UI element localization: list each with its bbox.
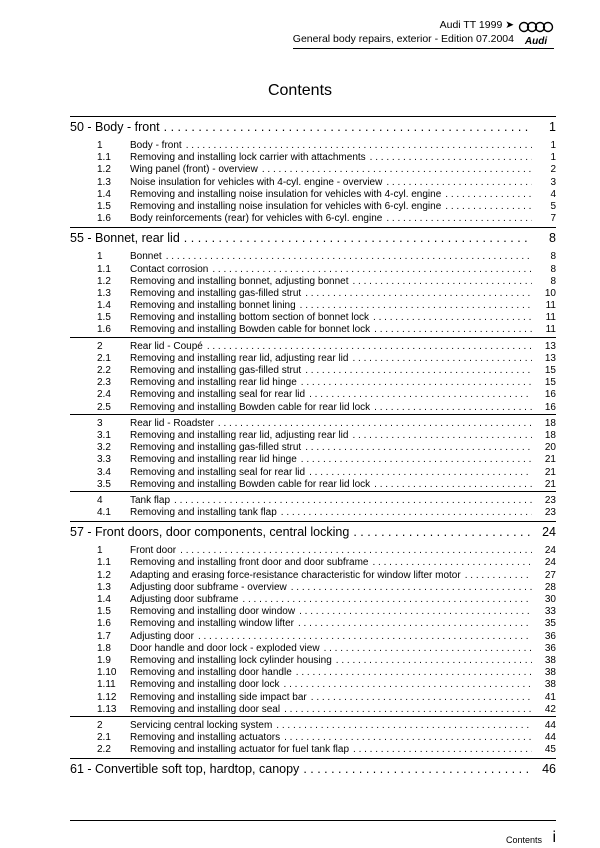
header-model: Audi TT 1999 ➤ (439, 19, 514, 31)
dot-leader (284, 679, 532, 690)
entry-title: Removing and installing rear lid hinge (130, 377, 297, 389)
chapter-page: 46 (542, 762, 556, 777)
entry-page: 24 (544, 557, 556, 569)
subsection-entry[interactable] (70, 164, 556, 176)
dot-leader (305, 288, 532, 299)
entry-page: 18 (544, 417, 556, 429)
entry-number: 1.3 (97, 287, 111, 299)
entry-page: 35 (544, 618, 556, 630)
entry-number: 1.12 (97, 691, 117, 703)
section-entry[interactable] (70, 545, 556, 557)
entry-title: Removing and installing Bowden cable for rear lid lock (130, 478, 371, 490)
dot-leader (301, 377, 532, 388)
subsection-entry[interactable] (70, 744, 556, 756)
subsection-entry[interactable] (70, 557, 556, 569)
entry-number: 2 (97, 340, 103, 352)
entry-page: 42 (544, 703, 556, 715)
dot-leader (291, 582, 532, 593)
dot-leader (465, 570, 532, 581)
entry-page: 15 (544, 365, 556, 376)
entry-page: 44 (544, 732, 556, 744)
entry-title: Adapting and erasing force-resistance characteristic for window lifter motor (130, 569, 461, 581)
entry-page: 20 (544, 442, 556, 454)
entry-page: 44 (544, 719, 556, 731)
dot-leader (374, 479, 532, 490)
dot-leader (370, 152, 532, 163)
entry-page: 3 (550, 176, 556, 188)
dot-leader (372, 557, 532, 568)
dot-leader (276, 720, 532, 731)
entry-title: Rear lid - Roadster (130, 417, 214, 429)
section-entry[interactable] (70, 337, 556, 353)
dot-leader (386, 213, 532, 224)
entry-page: 24 (544, 545, 556, 557)
entry-number: 2.2 (97, 365, 111, 376)
dot-leader (184, 231, 532, 245)
entry-title: Removing and installing Bowden cable for bonnet lock (130, 324, 371, 336)
entry-number: 1.7 (97, 630, 111, 642)
dot-leader (166, 251, 532, 262)
entry-page: 16 (544, 401, 556, 413)
entry-page: 8 (550, 263, 556, 275)
entry-title: Removing and installing gas-filled strut (130, 287, 302, 299)
dot-leader (445, 201, 532, 212)
dot-leader (386, 177, 532, 188)
entry-page: 8 (550, 251, 556, 263)
entry-page: 38 (544, 679, 556, 691)
entry-title: Removing and installing window lifter (130, 618, 294, 630)
chapter-heading[interactable] (70, 758, 556, 782)
entry-title: Removing and installing seal for rear lid (130, 389, 306, 401)
entry-title: Contact corrosion (130, 263, 209, 275)
entry-page: 21 (544, 454, 556, 466)
entry-title: Removing and installing bottom section of bonnet lock (130, 312, 370, 324)
dot-leader (374, 402, 532, 413)
chapter-page: 24 (542, 525, 556, 540)
subsection-entry[interactable] (70, 570, 556, 582)
subsection-entry[interactable] (70, 679, 556, 691)
chapter-heading[interactable] (70, 227, 556, 251)
dot-leader (164, 120, 532, 134)
entry-title: Removing and installing side impact bar (130, 691, 307, 703)
entry-title: Removing and installing front door and door subframe (130, 557, 369, 569)
subsection-entry[interactable] (70, 288, 556, 300)
entry-number: 1.2 (97, 569, 111, 581)
dot-leader (299, 606, 532, 617)
entry-number: 3 (97, 417, 103, 429)
entry-number: 2.5 (97, 401, 111, 413)
entry-page: 11 (545, 324, 556, 336)
subsection-entry[interactable] (70, 177, 556, 189)
entry-title: Removing and installing bonnet lining (130, 300, 296, 312)
subsection-entry[interactable] (70, 655, 556, 667)
subsection-entry[interactable] (70, 467, 556, 479)
entry-number: 3.2 (97, 442, 111, 454)
section-entry[interactable] (70, 140, 556, 152)
entry-number: 1.3 (97, 176, 111, 188)
entry-title: Bonnet (130, 251, 162, 263)
entry-number: 3.1 (97, 429, 111, 441)
entry-number: 3.4 (97, 466, 111, 478)
entry-title: Removing and installing door window (130, 606, 296, 618)
entry-title: Removing and installing lock carrier with attachments (130, 152, 366, 164)
entry-number: 1.8 (97, 642, 111, 654)
entry-page: 23 (544, 507, 556, 519)
dot-leader (284, 704, 532, 715)
entry-title: Removing and installing noise insulation for vehicles with 4-cyl. engine (130, 188, 442, 200)
entry-number: 2 (97, 719, 103, 731)
entry-title: Body - front (130, 140, 182, 151)
entry-title: Removing and installing actuator for fuel tank flap (130, 744, 350, 756)
dot-leader (309, 467, 532, 478)
subsection-entry[interactable] (70, 389, 556, 401)
subsection-entry[interactable] (70, 276, 556, 288)
entry-title: Wing panel (front) - overview (130, 164, 258, 176)
dot-leader (353, 525, 532, 539)
dot-leader (242, 594, 532, 605)
entry-page: 10 (544, 287, 556, 299)
dot-leader (353, 744, 532, 755)
audi-wordmark: Audi (524, 36, 548, 46)
subsection-entry[interactable] (70, 377, 556, 389)
entry-title: Body reinforcements (rear) for vehicles with 6-cyl. engine (130, 213, 383, 225)
entry-number: 1.4 (97, 300, 111, 312)
entry-page: 2 (550, 164, 556, 176)
entry-page: 27 (544, 569, 556, 581)
entry-page: 16 (544, 389, 556, 401)
dot-leader (300, 300, 532, 311)
dot-leader (296, 667, 532, 678)
chapter-title: 50 - Body - front (70, 120, 160, 134)
entry-number: 1.6 (97, 618, 111, 630)
entry-title: Removing and installing seal for rear lid (130, 466, 306, 478)
entry-page: 30 (544, 594, 556, 605)
subsection-entry[interactable] (70, 430, 556, 442)
entry-title: Removing and installing Bowden cable for rear lid lock (130, 401, 371, 413)
entry-number: 1.4 (97, 188, 111, 200)
dot-leader (445, 189, 532, 200)
entry-page: 41 (544, 691, 556, 703)
entry-number: 1.9 (97, 654, 111, 666)
dot-leader (373, 312, 532, 323)
entry-number: 1.5 (97, 606, 111, 618)
entry-page: 8 (550, 275, 556, 287)
table-of-contents (70, 116, 556, 782)
entry-number: 4 (97, 494, 103, 506)
entry-page: 13 (544, 340, 556, 352)
entry-page: 1 (550, 152, 556, 164)
dot-leader (186, 140, 532, 151)
entry-page: 1 (550, 140, 556, 151)
entry-number: 1.2 (97, 164, 111, 176)
dot-leader (305, 442, 532, 453)
entry-title: Removing and installing bonnet, adjusting bonnet (130, 275, 349, 287)
subsection-entry[interactable] (70, 606, 556, 618)
page-footer (70, 820, 556, 846)
entry-title: Removing and installing gas-filled strut (130, 442, 302, 454)
footer-page-number: i (552, 829, 556, 846)
entry-number: 4.1 (97, 507, 111, 519)
subsection-entry[interactable] (70, 594, 556, 606)
entry-number: 1.1 (97, 263, 111, 275)
entry-number: 1 (97, 140, 103, 151)
section-entry[interactable] (70, 716, 556, 732)
entry-number: 1.6 (97, 213, 111, 225)
subsection-entry[interactable] (70, 631, 556, 643)
dot-leader (311, 692, 532, 703)
entry-page: 45 (544, 744, 556, 756)
dot-leader (336, 655, 532, 666)
entry-number: 1.1 (97, 557, 111, 569)
chapter-heading[interactable] (70, 116, 556, 140)
dot-leader (262, 164, 532, 175)
entry-title: Removing and installing rear lid, adjusting rear lid (130, 352, 349, 364)
subsection-entry[interactable] (70, 618, 556, 630)
audi-logo (518, 20, 554, 46)
entry-title: Removing and installing lock cylinder housing (130, 654, 332, 666)
entry-page: 23 (544, 494, 556, 506)
dot-leader (180, 545, 532, 556)
dot-leader (298, 618, 532, 629)
entry-number: 2.1 (97, 732, 111, 744)
entry-number: 1.4 (97, 594, 111, 605)
dot-leader (352, 353, 532, 364)
subsection-entry[interactable] (70, 479, 556, 491)
subsection-entry[interactable] (70, 152, 556, 164)
entry-title: Removing and installing tank flap (130, 507, 277, 519)
chapter-page: 8 (549, 231, 556, 246)
dot-leader (198, 631, 532, 642)
entry-title: Removing and installing noise insulation for vehicles with 6-cyl. engine (130, 200, 442, 212)
entry-title: Removing and installing door lock (130, 679, 280, 691)
footer-label: Contents (505, 835, 542, 845)
entry-page: 33 (544, 606, 556, 618)
entry-number: 2.1 (97, 352, 111, 364)
subsection-entry[interactable] (70, 692, 556, 704)
dot-leader (207, 341, 532, 352)
subsection-entry[interactable] (70, 643, 556, 655)
entry-page: 36 (544, 642, 556, 654)
subsection-entry[interactable] (70, 732, 556, 744)
dot-leader (284, 732, 532, 743)
entry-number: 2.4 (97, 389, 111, 401)
chapter-title: 61 - Convertible soft top, hardtop, canopy (70, 762, 300, 777)
dot-leader (324, 643, 532, 654)
subsection-entry[interactable] (70, 704, 556, 716)
page-header (293, 18, 554, 49)
chapter-heading[interactable] (70, 521, 556, 545)
entry-title: Adjusting door (130, 630, 194, 642)
entry-number: 2.2 (97, 744, 111, 756)
entry-number: 1.1 (97, 152, 111, 164)
entry-page: 21 (544, 466, 556, 478)
dot-leader (374, 324, 532, 335)
subsection-entry[interactable] (70, 442, 556, 454)
chapter-title: 55 - Bonnet, rear lid (70, 231, 180, 246)
entry-title: Tank flap (130, 494, 171, 506)
entry-page: 11 (545, 312, 556, 324)
subsection-entry[interactable] (70, 582, 556, 594)
subsection-entry[interactable] (70, 353, 556, 365)
entry-title: Removing and installing door seal (130, 703, 281, 715)
entry-page: 28 (544, 581, 556, 593)
entry-page: 21 (544, 478, 556, 490)
entry-page: 36 (544, 630, 556, 642)
dot-leader (309, 389, 532, 400)
chapter-title: 57 - Front doors, door components, central locking (70, 525, 350, 540)
subsection-entry[interactable] (70, 201, 556, 213)
entry-page: 7 (550, 213, 556, 225)
page-title: Contents (267, 82, 333, 99)
entry-page: 15 (544, 377, 556, 389)
dot-leader (212, 264, 532, 275)
section-entry[interactable] (70, 414, 556, 430)
entry-number: 1.3 (97, 581, 111, 593)
entry-title: Adjusting door subframe (130, 594, 239, 605)
entry-number: 1 (97, 251, 103, 263)
section-entry[interactable] (70, 491, 556, 507)
entry-title: Removing and installing actuators (130, 732, 281, 744)
subsection-entry[interactable] (70, 365, 556, 377)
dot-leader (352, 430, 532, 441)
subsection-entry[interactable] (70, 402, 556, 414)
entry-number: 1.13 (97, 703, 117, 715)
chapter-page: 1 (549, 120, 556, 134)
entry-page: 5 (550, 200, 556, 212)
entry-title: Removing and installing rear lid, adjusting rear lid (130, 429, 349, 441)
entry-title: Adjusting door subframe - overview (130, 581, 287, 593)
subsection-entry[interactable] (70, 264, 556, 276)
entry-page: 13 (544, 352, 556, 364)
entry-page: 38 (544, 654, 556, 666)
entry-title: Removing and installing door handle (130, 667, 292, 679)
dot-leader (353, 276, 533, 287)
dot-leader (281, 507, 532, 518)
subsection-entry[interactable] (70, 300, 556, 312)
entry-page: 4 (550, 188, 556, 200)
subsection-entry[interactable] (70, 667, 556, 679)
entry-number: 1.11 (97, 679, 116, 691)
dot-leader (218, 418, 532, 429)
entry-number: 1.6 (97, 324, 111, 336)
dot-leader (301, 454, 532, 465)
entry-title: Rear lid - Coupé (130, 340, 203, 352)
subsection-entry[interactable] (70, 324, 556, 336)
entry-number: 3.3 (97, 454, 111, 466)
dot-leader (305, 365, 532, 376)
entry-number: 3.5 (97, 478, 111, 490)
entry-number: 2.3 (97, 377, 111, 389)
entry-number: 1 (97, 545, 103, 557)
entry-title: Servicing central locking system (130, 719, 273, 731)
section-entry[interactable] (70, 251, 556, 263)
entry-number: 1.5 (97, 200, 111, 212)
entry-number: 1.10 (97, 667, 117, 679)
subsection-entry[interactable] (70, 507, 556, 519)
entry-title: Removing and installing rear lid hinge (130, 454, 297, 466)
entry-title: Noise insulation for vehicles with 4-cyl. engine - overview (130, 176, 383, 188)
subsection-entry[interactable] (70, 454, 556, 466)
subsection-entry[interactable] (70, 312, 556, 324)
dot-leader (303, 762, 532, 776)
entry-title: Removing and installing gas-filled strut (130, 365, 302, 376)
entry-title: Front door (130, 545, 177, 557)
entry-page: 38 (544, 667, 556, 679)
subsection-entry[interactable] (70, 189, 556, 201)
header-subtitle: General body repairs, exterior - Edition 07.2004 (293, 32, 554, 49)
entry-page: 11 (545, 300, 556, 312)
entry-number: 1.2 (97, 275, 111, 287)
dot-leader (174, 495, 532, 506)
entry-title: Door handle and door lock - exploded view (130, 642, 320, 654)
entry-number: 1.5 (97, 312, 111, 324)
entry-page: 18 (544, 429, 556, 441)
subsection-entry[interactable] (70, 213, 556, 225)
